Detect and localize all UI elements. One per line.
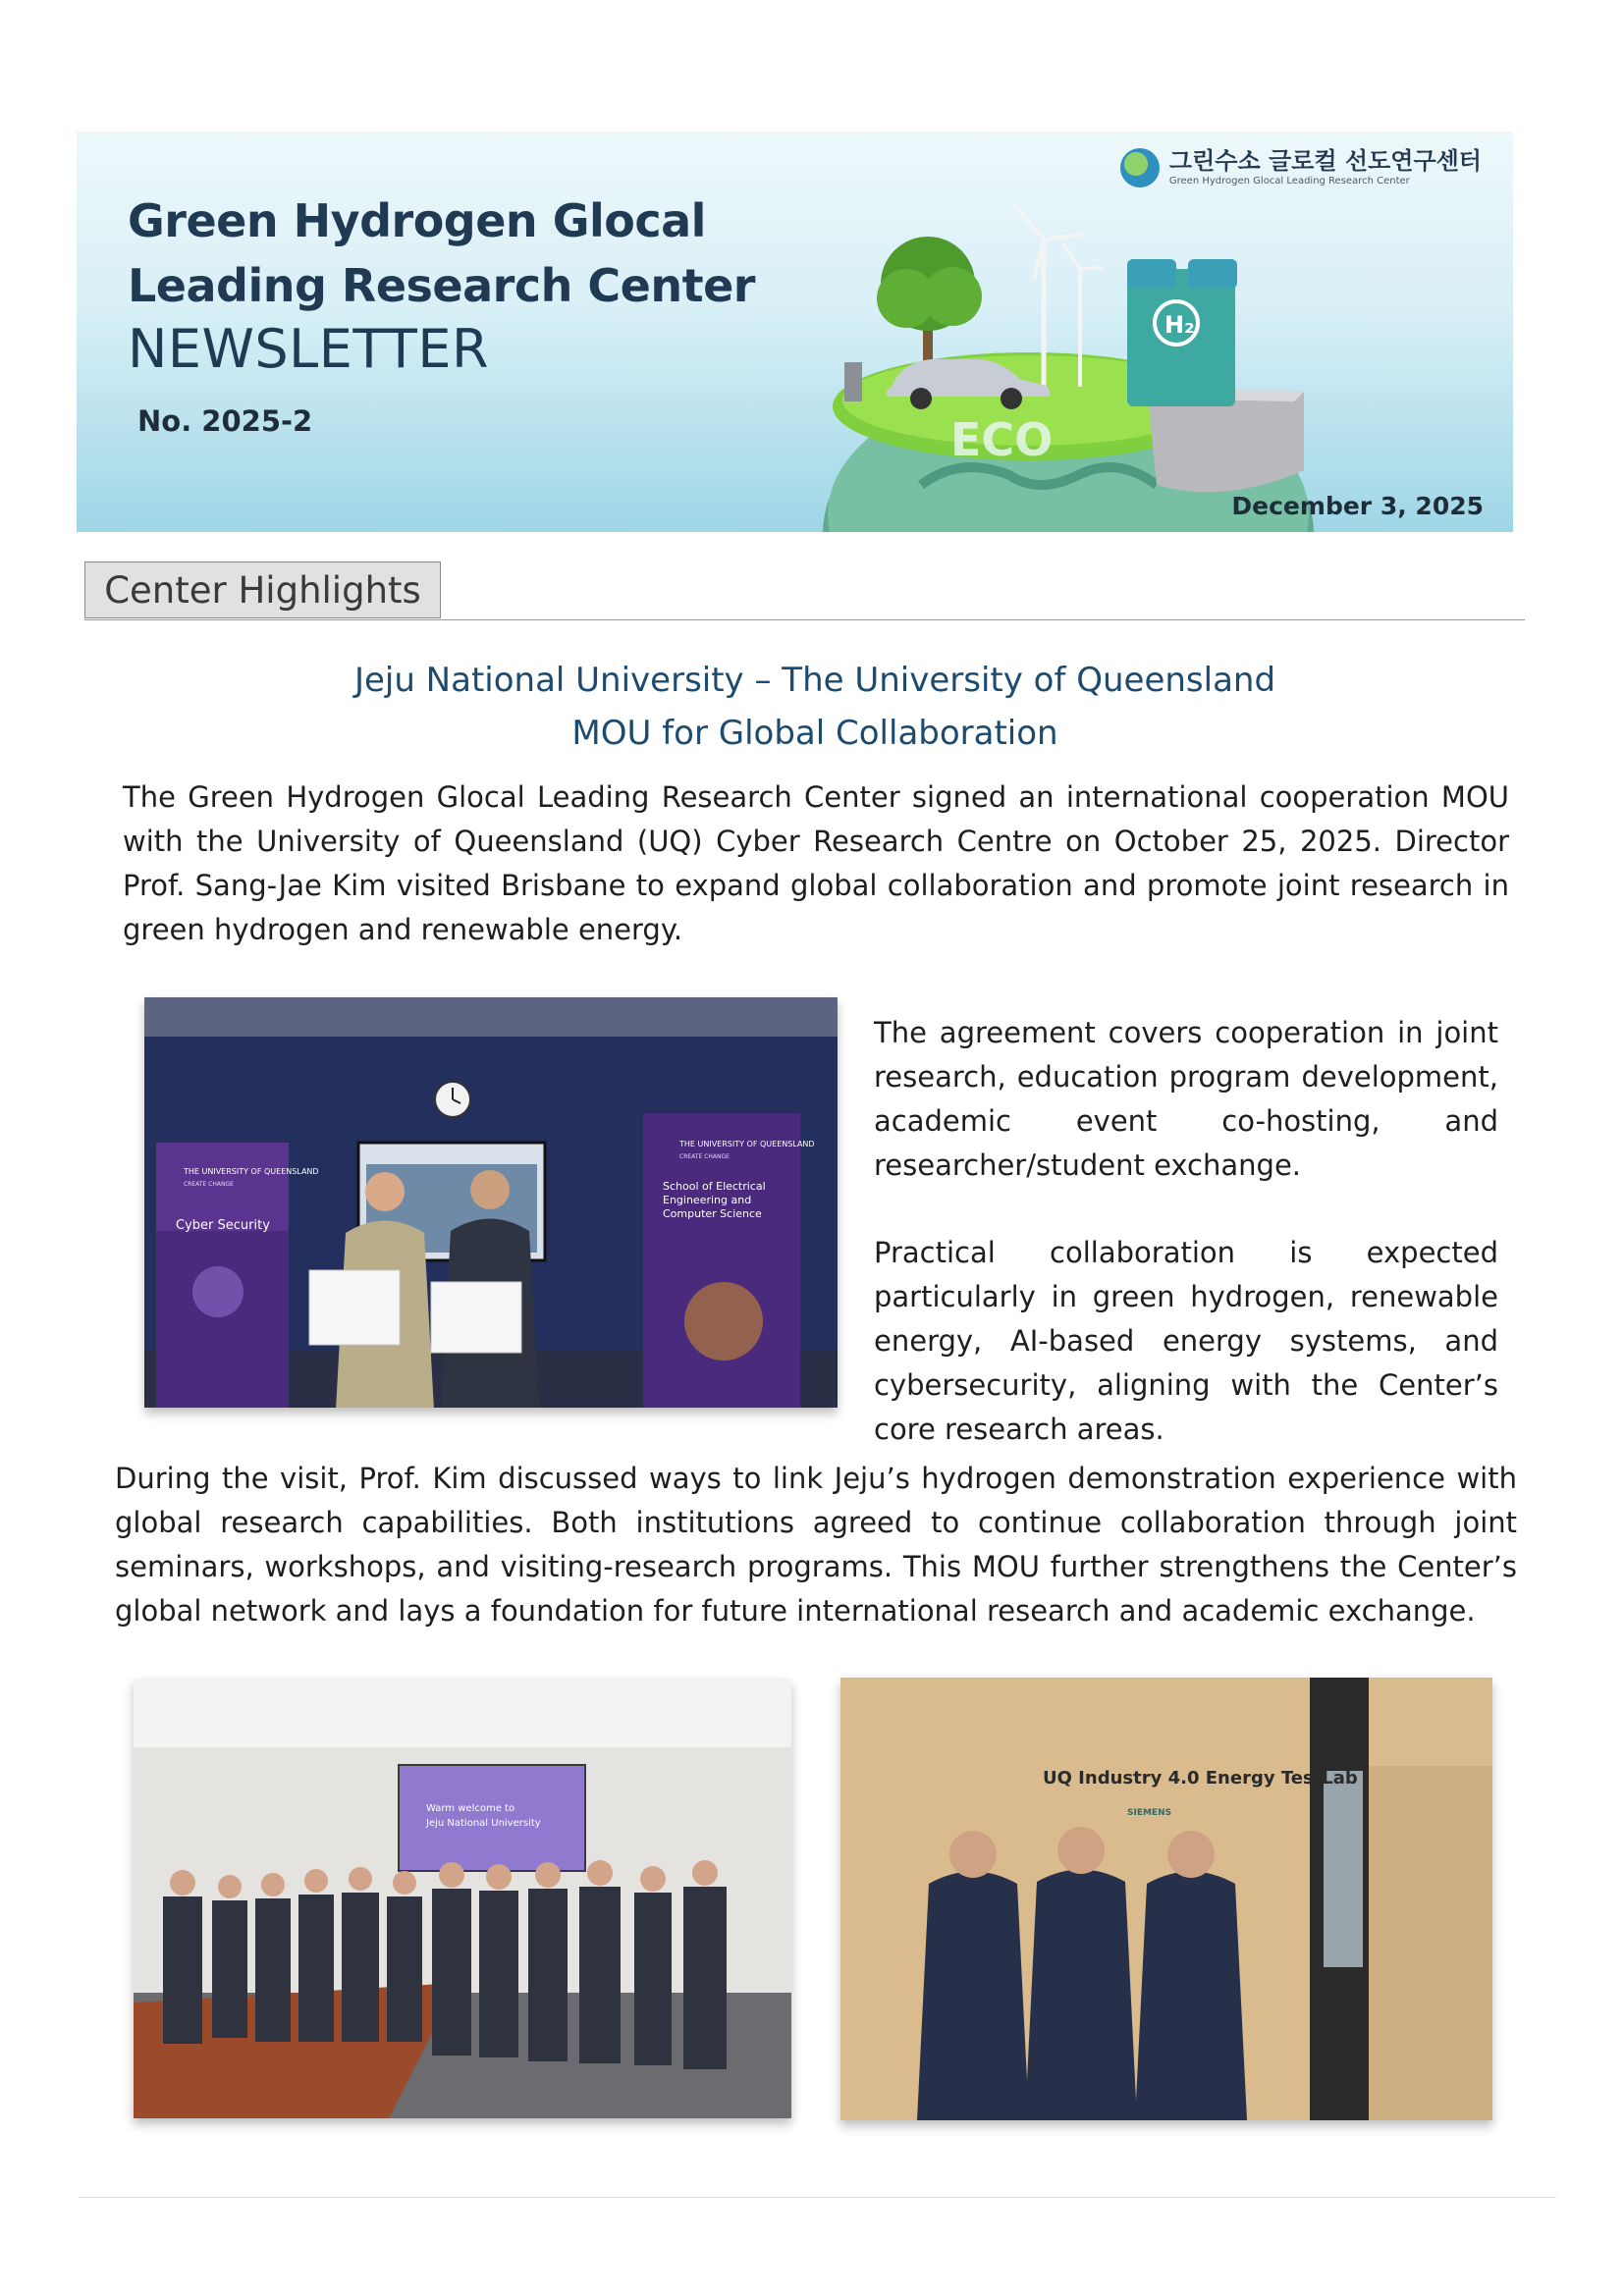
intro-paragraph: The Green Hydrogen Glocal Leading Research Center signed an international cooperation MOU with the University of Queensland (UQ) Cyber Research Centre on October 25, 2025. Director Prof. Sang-Jae Kim visited Brisbane to expand global collaboration and promote joint research in green hydrogen and renewable energy. xyxy=(123,780,1509,946)
section-divider xyxy=(84,619,1525,620)
article-headline xyxy=(196,654,1434,760)
center-logo xyxy=(1120,147,1482,188)
screen-welcome-line-2: Jeju National University xyxy=(426,1818,541,1829)
visit-paragraph: During the visit, Prof. Kim discussed ways to link Jeju’s hydrogen demonstration experience with global research capabilities. Both institutions agreed to continue collaboration through joint seminars, workshops, and visiting-research programs. This MOU further strengthens the Center’s global network and lays a foundation for future international research and academic exchange. xyxy=(115,1462,1517,1628)
screen-welcome-line-1: Warm welcome to xyxy=(426,1803,515,1814)
testlab-sign: UQ Industry 4.0 Energy TestLab xyxy=(1043,1768,1358,1789)
right-banner-university: THE UNIVERSITY OF QUEENSLAND xyxy=(679,1140,815,1148)
left-banner-university: THE UNIVERSITY OF QUEENSLAND xyxy=(184,1167,319,1176)
hydrogen-tank-icon xyxy=(1127,259,1237,406)
logo-english-text: Green Hydrogen Glocal Leading Research Center xyxy=(1168,176,1410,187)
logo-mark-icon xyxy=(1120,148,1160,187)
clock-icon xyxy=(435,1082,470,1117)
banner-title-line-1: Green Hydrogen Glocal xyxy=(128,194,706,247)
mou-signing-photo xyxy=(144,997,838,1408)
issue-number: No. 2025-2 xyxy=(137,404,313,438)
h2-label: H₂ xyxy=(1164,311,1195,339)
left-banner-label: Cyber Security xyxy=(176,1218,270,1233)
footer-divider xyxy=(79,2197,1556,2198)
headline-line-1: Jeju National University – The University of Queensland xyxy=(353,661,1276,700)
right-banner-tagline: CREATE CHANGE xyxy=(679,1153,730,1160)
sponsor-logo: SIEMENS xyxy=(1127,1808,1172,1818)
practical-collaboration-paragraph: Practical collaboration is expected particularly in green hydrogen, renewable energy, AI-based energy systems, and cybersecurity, aligning with the Center’s core research areas. xyxy=(874,1236,1498,1446)
eco-earth-illustration xyxy=(803,190,1353,532)
banner-newsletter-label: NEWSLETTER xyxy=(128,318,490,380)
right-banner-label-3: Computer Science xyxy=(663,1207,762,1220)
energy-testlab-photo xyxy=(840,1678,1492,2120)
right-banner-label-1: School of Electrical xyxy=(663,1180,766,1193)
group-meeting-photo xyxy=(134,1679,791,2118)
left-banner-tagline: CREATE CHANGE xyxy=(184,1181,234,1188)
lab-visitors xyxy=(917,1827,1247,2120)
agreement-paragraph: The agreement covers cooperation in joint research, education program development, academic event co-hosting, and researcher/student exchange. xyxy=(874,1016,1498,1182)
logo-korean-text: 그린수소 글로컬 선도연구센터 xyxy=(1168,147,1482,175)
headline-line-2: MOU for Global Collaboration xyxy=(571,714,1058,753)
banner-title xyxy=(128,188,755,318)
newsletter-banner xyxy=(77,132,1513,532)
section-tab-center-highlights: Center Highlights xyxy=(84,561,441,618)
right-banner-label-2: Engineering and xyxy=(663,1194,752,1206)
banner-title-line-2: Leading Research Center xyxy=(128,259,755,312)
eco-label: ECO xyxy=(950,413,1054,466)
issue-date: December 3, 2025 xyxy=(1231,492,1484,520)
